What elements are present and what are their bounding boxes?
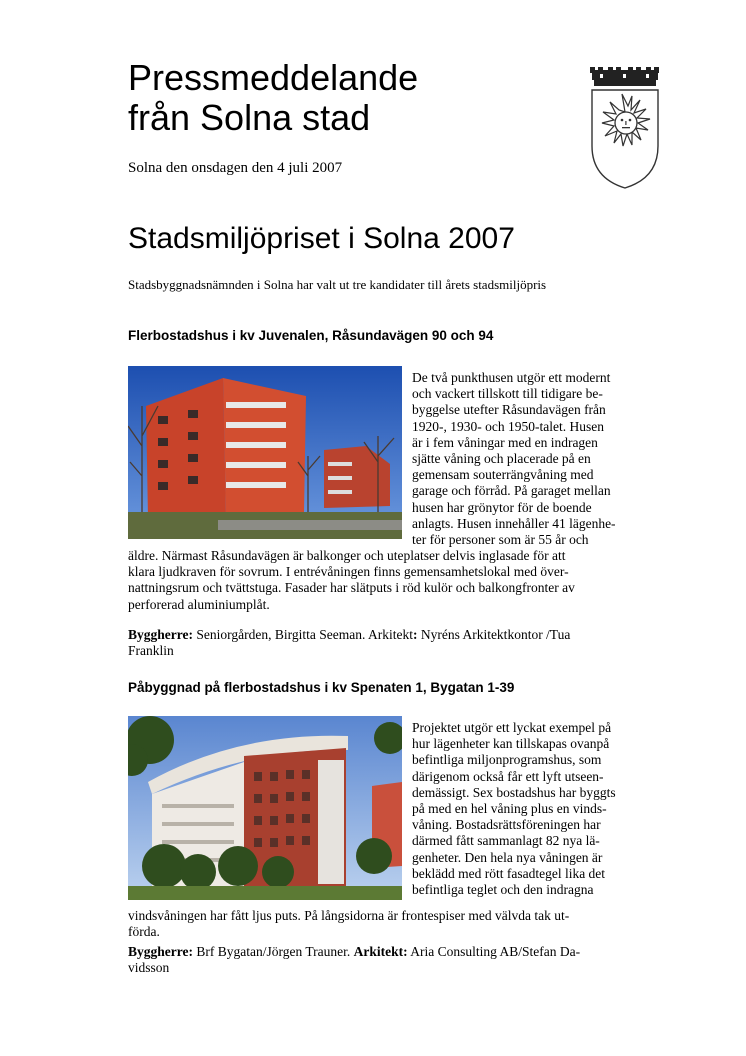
builder-value: Seniorgården, Birgitta Seeman. Arkitekt — [192, 627, 413, 642]
text-line: är i fem våningar med en indragen — [412, 434, 598, 450]
credit-line-2: vidsson — [128, 960, 170, 976]
spenaten-photo — [128, 716, 402, 900]
solna-crest-icon — [586, 66, 664, 192]
section-1-side-text — [412, 370, 641, 548]
text-line: äldre. Närmast Råsundavägen är balkonger och uteplatser delvis inglasade för att — [128, 548, 566, 563]
architect-value: Nyréns Arkitektkontor /Tua — [417, 627, 571, 642]
text-line: garage och förråd. På garaget mellan — [412, 483, 611, 499]
title-line-1: Pressmeddelande — [128, 57, 419, 98]
architect-value: Aria Consulting AB/Stefan Da- — [407, 944, 581, 959]
text-line: befintliga teglet och den indragna — [412, 882, 594, 898]
credit-line-2: Franklin — [128, 643, 174, 659]
text-line: därmed fått sammanlagt 82 nya lä- — [412, 833, 600, 849]
title-line-2: från Solna stad — [128, 97, 371, 138]
section-2-title: Påbyggnad på flerbostadshus i kv Spenaten 1, Bygatan 1-39 — [128, 680, 515, 695]
text-line: sjätte våning och placerade på en — [412, 451, 591, 467]
text-line: gemensam souterrängvåning med — [412, 467, 594, 483]
text-line: befintliga miljonprogramshus, som — [412, 752, 602, 768]
section-1-title: Flerbostadshus i kv Juvenalen, Råsundavägen 90 och 94 — [128, 328, 494, 343]
text-line: genheter. Den hela nya våningen är — [412, 849, 603, 865]
section-1-full-text — [128, 548, 641, 613]
text-line: demässigt. Sex bostadshus har byggts — [412, 784, 616, 800]
builder-label: Byggherre: — [128, 627, 193, 642]
text-line: förda. — [128, 924, 160, 940]
text-line: därigenom också får ett lyft utseen- — [412, 768, 604, 784]
architect-label: Arkitekt: — [353, 944, 408, 959]
text-line: hur lägenheter kan tillskapas ovanpå — [412, 736, 610, 752]
text-line: och vackert tillskott till tidigare be- — [412, 386, 603, 402]
text-line: vindsvåningen har fått ljus puts. På långsidorna är frontespiser med välvda tak ut- — [128, 908, 570, 923]
text-line: klara ljudkraven för sovrum. I entrévåningen finns gemensamhetslokal med över- — [128, 564, 569, 580]
text-line: ter för personer som är 55 år och — [412, 532, 589, 548]
text-line: husen har grönytor för de boende — [412, 499, 592, 515]
release-date: Solna den onsdagen den 4 juli 2007 — [128, 160, 343, 176]
text-line: perforerad aluminiumplåt. — [128, 596, 270, 612]
section-2-credit — [128, 944, 638, 976]
text-line: 1920-, 1930- och 1950-talet. Husen — [412, 418, 604, 434]
text-line: nattningsrum och tvättstuga. Fasader har slätputs i röd kulör och balkongfronter av — [128, 580, 575, 596]
section-2-side-text — [412, 720, 641, 898]
text-line: på med en hel våning plus en vinds- — [412, 801, 607, 817]
text-line: Projektet utgör ett lyckat exempel på — [412, 720, 612, 735]
section-2-full-text — [128, 908, 641, 940]
text-line: De två punkthusen utgör ett modernt — [412, 370, 611, 385]
text-line: våning. Bostadsrättsföreningen har — [412, 817, 601, 833]
text-line: byggelse utefter Råsundavägen från — [412, 402, 606, 418]
juvenalen-photo — [128, 366, 402, 539]
intro-text: Stadsbyggnadsnämnden i Solna har valt ut tre kandidater till årets stadsmiljöpris — [128, 277, 547, 292]
section-1-credit — [128, 627, 638, 659]
page-title — [128, 58, 418, 138]
text-line: anlagts. Husen innehåller 41 lägenhe- — [412, 515, 616, 531]
builder-value: Brf Bygatan/Jörgen Trauner. — [192, 944, 354, 959]
architect-label: : — [412, 627, 418, 642]
builder-label: Byggherre: — [128, 944, 193, 959]
headline: Stadsmiljöpriset i Solna 2007 — [128, 222, 515, 255]
text-line: beklädd med rött fasadtegel lika det — [412, 865, 606, 881]
